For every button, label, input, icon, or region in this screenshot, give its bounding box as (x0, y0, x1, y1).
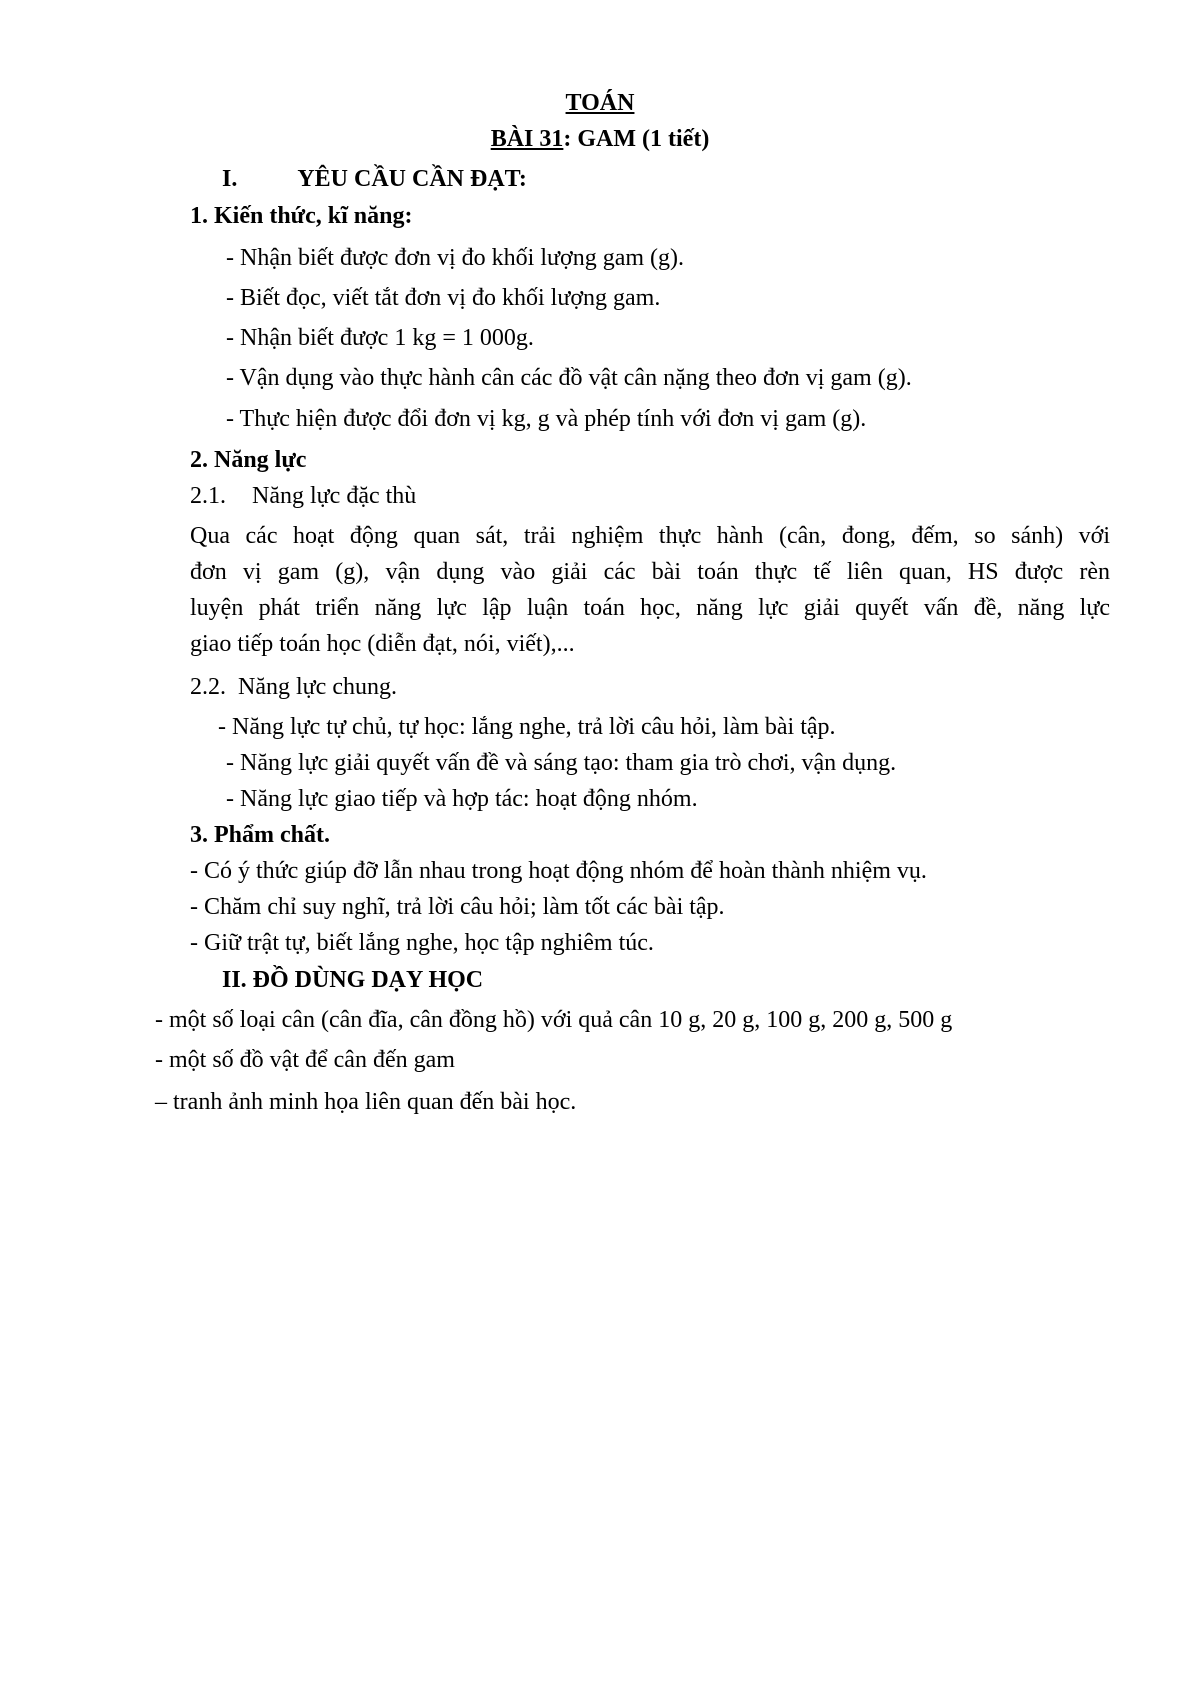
section-1-heading (222, 164, 527, 194)
paragraph-line: luyện phát triển năng lực lập luận toán học, năng lực giải quyết vấn đề, năng lực (190, 595, 1110, 621)
subject-title: TOÁN (565, 90, 635, 116)
quality-item: - Giữ trật tự, biết lắng nghe, học tập nghiêm túc. (190, 930, 654, 956)
specific-competence-title: Năng lực đặc thù (252, 483, 417, 509)
general-competence-item: - Năng lực giao tiếp và hợp tác: hoạt động nhóm. (226, 786, 698, 812)
lesson-label: BÀI 31 (490, 126, 564, 152)
section-1-title: YÊU CẦU CẦN ĐẠT: (297, 166, 527, 192)
paragraph-line: đơn vị gam (g), vận dụng vào giải các bài toán thực tế liên quan, HS được rèn (190, 559, 1110, 585)
section-1-numeral: I. (222, 166, 238, 192)
paragraph-line: giao tiếp toán học (diễn đạt, nói, viết),... (190, 631, 575, 657)
general-competence-title: Năng lực chung. (238, 674, 397, 700)
specific-competence-heading (190, 481, 416, 511)
specific-competence-number: 2.1. (190, 483, 226, 509)
knowledge-item: - Nhận biết được 1 kg = 1 000g. (226, 325, 534, 351)
supply-item: - một số đồ vật để cân đến gam (155, 1047, 455, 1073)
competence-heading: 2. Năng lực (190, 447, 307, 473)
supply-item: – tranh ảnh minh họa liên quan đến bài học. (155, 1089, 577, 1115)
general-competence-number: 2.2. (190, 674, 226, 700)
knowledge-item: - Biết đọc, viết tắt đơn vị đo khối lượng gam. (226, 285, 661, 311)
general-competence-item: - Năng lực giải quyết vấn đề và sáng tạo: tham gia trò chơi, vận dụng. (226, 750, 897, 776)
lesson-rest: : GAM (1 tiết) (563, 126, 710, 152)
qualities-heading: 3. Phẩm chất. (190, 822, 330, 848)
lesson-title (0, 124, 1200, 154)
supply-item: - một số loại cân (cân đĩa, cân đồng hồ) với quả cân 10 g, 20 g, 100 g, 200 g, 500 g (155, 1007, 953, 1033)
knowledge-item: - Vận dụng vào thực hành cân các đồ vật cân nặng theo đơn vị gam (g). (226, 365, 912, 391)
knowledge-item: - Nhận biết được đơn vị đo khối lượng gam (g). (226, 245, 685, 271)
quality-item: - Có ý thức giúp đỡ lẫn nhau trong hoạt động nhóm để hoàn thành nhiệm vụ. (190, 858, 927, 884)
general-competence-heading (190, 672, 397, 702)
general-competence-item: - Năng lực tự chủ, tự học: lắng nghe, trả lời câu hỏi, làm bài tập. (218, 714, 836, 740)
paragraph-line: Qua các hoạt động quan sát, trải nghiệm thực hành (cân, đong, đếm, so sánh) với (190, 523, 1110, 549)
knowledge-heading: 1. Kiến thức, kĩ năng: (190, 203, 413, 229)
knowledge-item: - Thực hiện được đổi đơn vị kg, g và phép tính với đơn vị gam (g). (226, 406, 867, 432)
section-2-heading: II. ĐỒ DÙNG DẠY HỌC (222, 967, 484, 993)
quality-item: - Chăm chỉ suy nghĩ, trả lời câu hỏi; làm tốt các bài tập. (190, 894, 725, 920)
